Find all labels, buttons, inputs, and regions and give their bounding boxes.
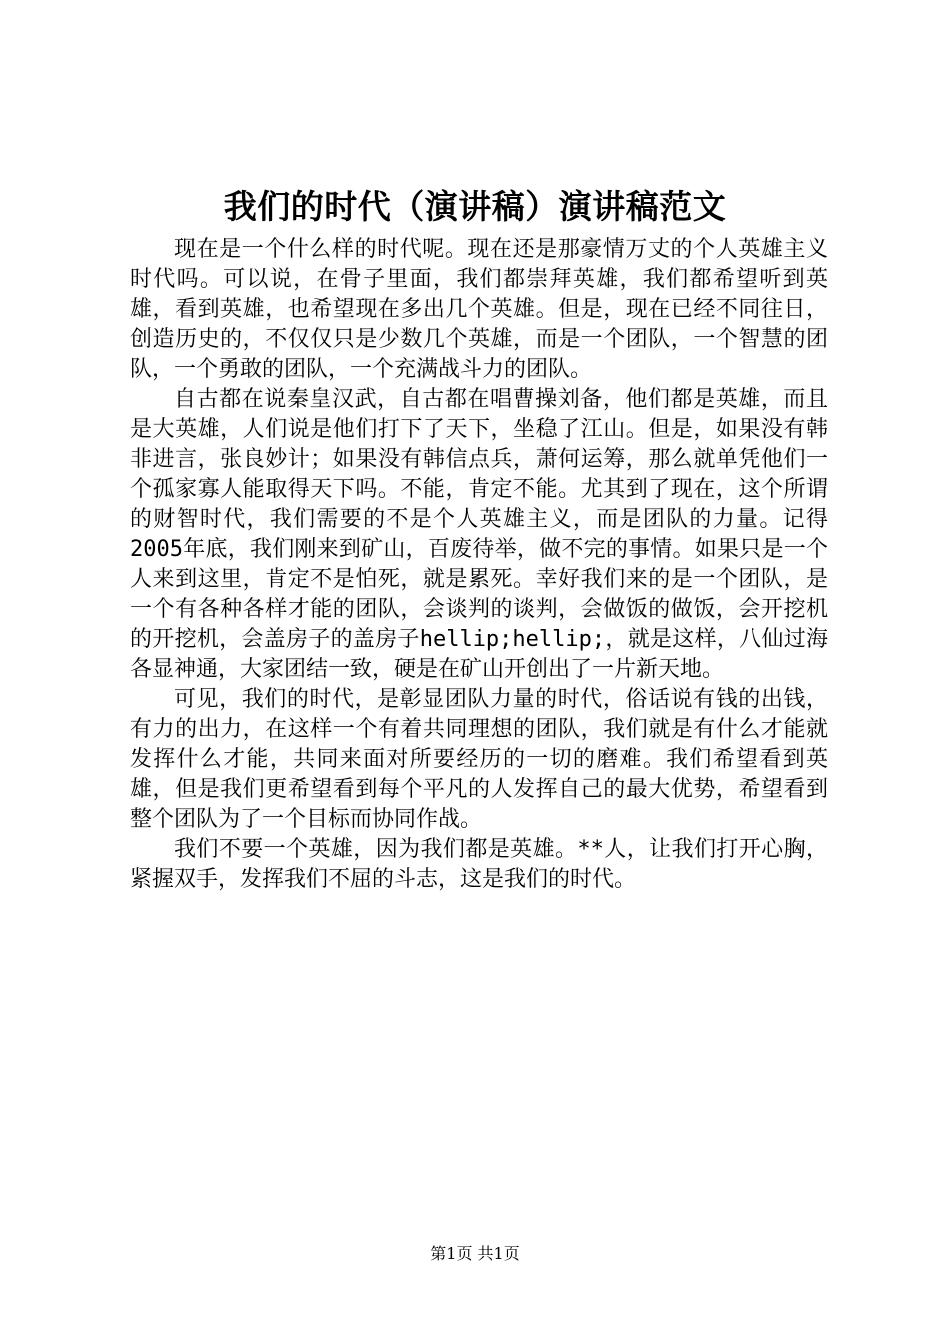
paragraph: 可见，我们的时代，是彰显团队力量的时代，俗话说有钱的出钱，有力的出力，在这样一个有着共同理想的团队，我们就是有什么才能就发挥什么才能，共同来面对所要经历的一切的磨难。我们希望看到英雄，但是我们更希望看到每个平凡的人发挥自己的最大优势，希望看到整个团队为了一个目标而协同作战。	[130, 687, 828, 832]
paragraph: 我们不要一个英雄，因为我们都是英雄。**人，让我们打开心胸，紧握双手，发挥我们不屈的斗志，这是我们的时代。	[130, 837, 828, 892]
paragraph: 现在是一个什么样的时代呢。现在还是那豪情万丈的个人英雄主义时代吗。可以说，在骨子里面，我们都崇拜英雄，我们都希望听到英雄，看到英雄，也希望现在多出几个英雄。但是，现在已经不同往日，创造历史的，不仅仅只是少数几个英雄，而是一个团队，一个智慧的团队，一个勇敢的团队，一个充满战斗力的团队。	[130, 237, 828, 382]
document-body	[130, 235, 828, 895]
page-footer: 第1页 共1页	[430, 1244, 520, 1263]
paragraph: 自古都在说秦皇汉武，自古都在唱曹操刘备，他们都是英雄，而且是大英雄，人们说是他们打下了天下，坐稳了江山。但是，如果没有韩非进言，张良妙计；如果没有韩信点兵，萧何运筹，那么就单凭他们一个孤家寡人能取得天下吗。不能，肯定不能。尤其到了现在，这个所谓的财智时代，我们需要的不是个人英雄主义，而是团队的力量。记得2005年底，我们刚来到矿山，百废待举，做不完的事情。如果只是一个人来到这里，肯定不是怕死，就是累死。幸好我们来的是一个团队，是一个有各种各样才能的团队，会谈判的谈判，会做饭的做饭，会开挖机的开挖机，会盖房子的盖房子hellip;hellip;，就是这样，八仙过海各显神通，大家团结一致，硬是在矿山开创出了一片新天地。	[130, 387, 828, 682]
document-title: 我们的时代（演讲稿）演讲稿范文	[223, 187, 727, 226]
